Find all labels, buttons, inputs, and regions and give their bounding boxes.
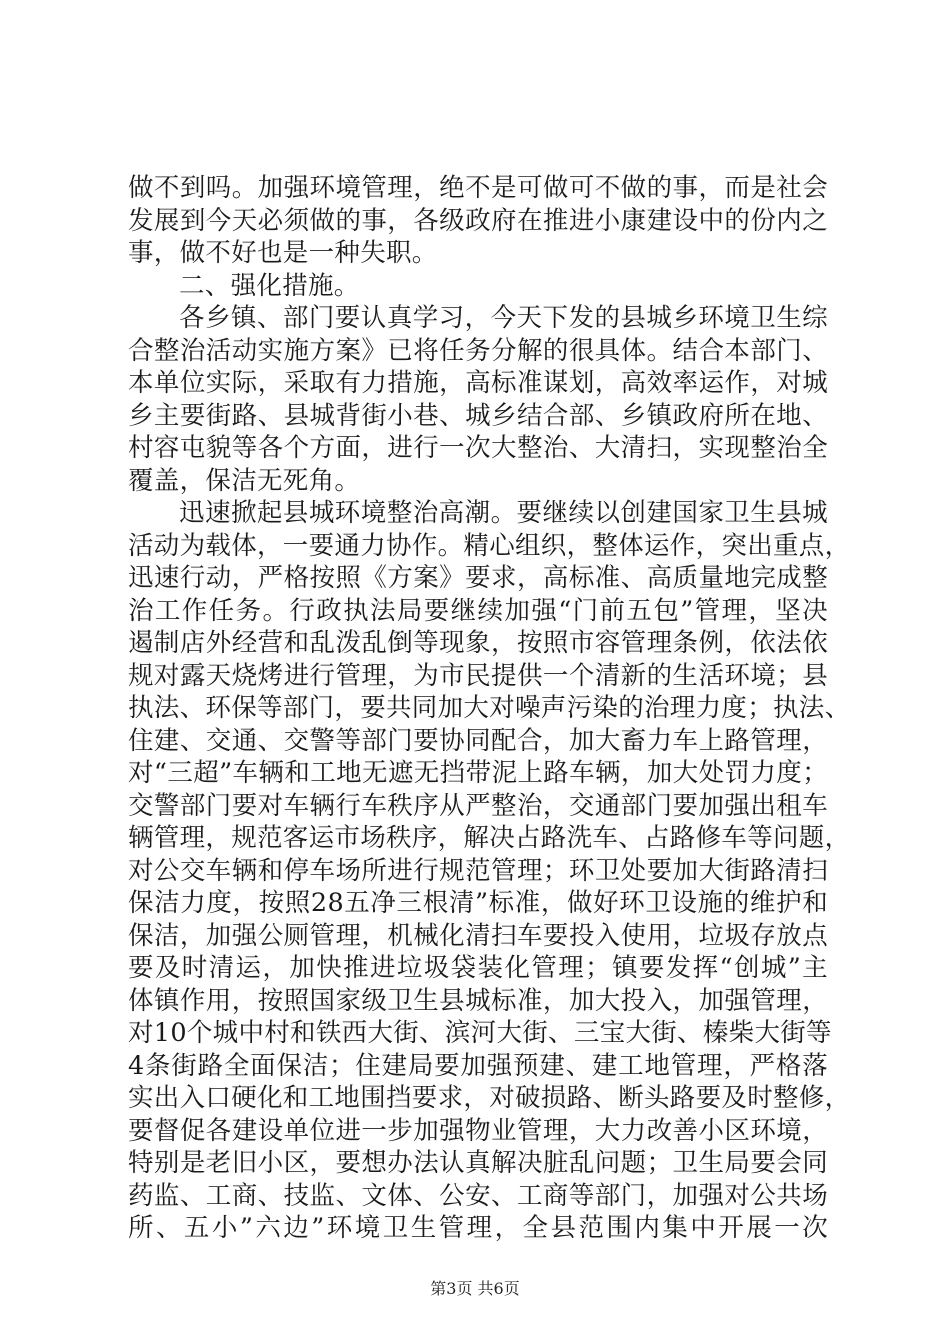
text-line: 住建、交通、交警等部门要协同配合，加大畜力车上路管理， — [128, 725, 828, 756]
text-line: 执法、环保等部门，要共同加大对噪声污染的治理力度；执法、 — [128, 693, 851, 723]
text-line: 要及时清运，加快推进垃圾袋装化管理；镇要发挥“创城”主 — [128, 953, 828, 983]
text-line: 遏制店外经营和乱泼乱倒等现象，按照市容管理条例，依法依 — [128, 628, 828, 658]
text-line: 4条街路全面保洁；住建局要加强预建、建工地管理，严格落 — [128, 1050, 828, 1081]
section-heading: 二、强化措施。 — [179, 270, 360, 301]
text-line: 村容屯貌等各个方面，进行一次大整治、大清扫，实现整治全 — [128, 433, 828, 463]
text-line: 各乡镇、部门要认真学习，今天下发的县城乡环境卫生综 — [179, 303, 828, 333]
text-line: 对10个城中村和铁西大街、滨河大街、三宝大街、榛柴大街等 — [128, 1018, 832, 1048]
text-line: 治工作任务。行政执法局要继续加强“门前五包”管理，坚决 — [128, 595, 828, 626]
body-text — [128, 172, 851, 1245]
text-line: 合整治活动实施方案》已将任务分解的很具体。结合本部门、 — [128, 335, 828, 366]
text-line: 对公交车辆和停车场所进行规范管理；环卫处要加大街路清扫 — [128, 855, 828, 886]
text-line: 保洁力度，按照28五净三根清”标准，做好环卫设施的维护和 — [128, 888, 828, 918]
text-line: 规对露天烧烤进行管理，为市民提供一个清新的生活环境；县 — [128, 660, 828, 691]
text-line: 体镇作用，按照国家级卫生县城标准，加大投入，加强管理， — [128, 985, 828, 1016]
text-line: 保洁，加强公厕管理，机械化清扫车要投入使用，垃圾存放点 — [128, 920, 828, 951]
text-line: 迅速掀起县城环境整治高潮。要继续以创建国家卫生县城 — [179, 498, 828, 528]
text-line: 特别是老旧小区，要想办法认真解决脏乱问题；卫生局要会同 — [128, 1148, 828, 1178]
text-line: 本单位实际，采取有力措施，高标准谋划，高效率运作，对城 — [128, 368, 828, 398]
text-line: 事，做不好也是一种失职。 — [128, 238, 438, 268]
text-line: 实出入口硬化和工地围挡要求，对破损路、断头路要及时整修， — [128, 1083, 851, 1113]
text-line: 乡主要街路、县城背街小巷、城乡结合部、乡镇政府所在地、 — [128, 400, 828, 431]
text-line: 药监、工商、技监、文体、公安、工商等部门，加强对公共场 — [128, 1180, 828, 1211]
text-line: 所、五小”六边”环境卫生管理，全县范围内集中开展一次 — [128, 1213, 828, 1243]
text-line: 发展到今天必须做的事，各级政府在推进小康建设中的份内之 — [128, 205, 828, 236]
text-line: 覆盖，保洁无死角。 — [128, 465, 361, 496]
text-line: 活动为载体，一要通力协作。精心组织，整体运作，突出重点， — [128, 530, 851, 561]
text-line: 对“三超”车辆和工地无遮无挡带泥上路车辆，加大处罚力度； — [128, 758, 828, 788]
text-line: 要督促各建设单位进一步加强物业管理，大力改善小区环境， — [128, 1115, 828, 1146]
text-line: 迅速行动，严格按照《方案》要求，高标准、高质量地完成整 — [128, 563, 828, 593]
text-line: 做不到吗。加强环境管理，绝不是可做可不做的事，而是社会 — [128, 173, 828, 203]
text-line: 交警部门要对车辆行车秩序从严整治，交通部门要加强出租车 — [128, 790, 828, 821]
text-line: 辆管理，规范客运市场秩序，解决占路洗车、占路修车等问题， — [128, 823, 851, 853]
page-number: 第3页 共6页 — [430, 1279, 520, 1298]
